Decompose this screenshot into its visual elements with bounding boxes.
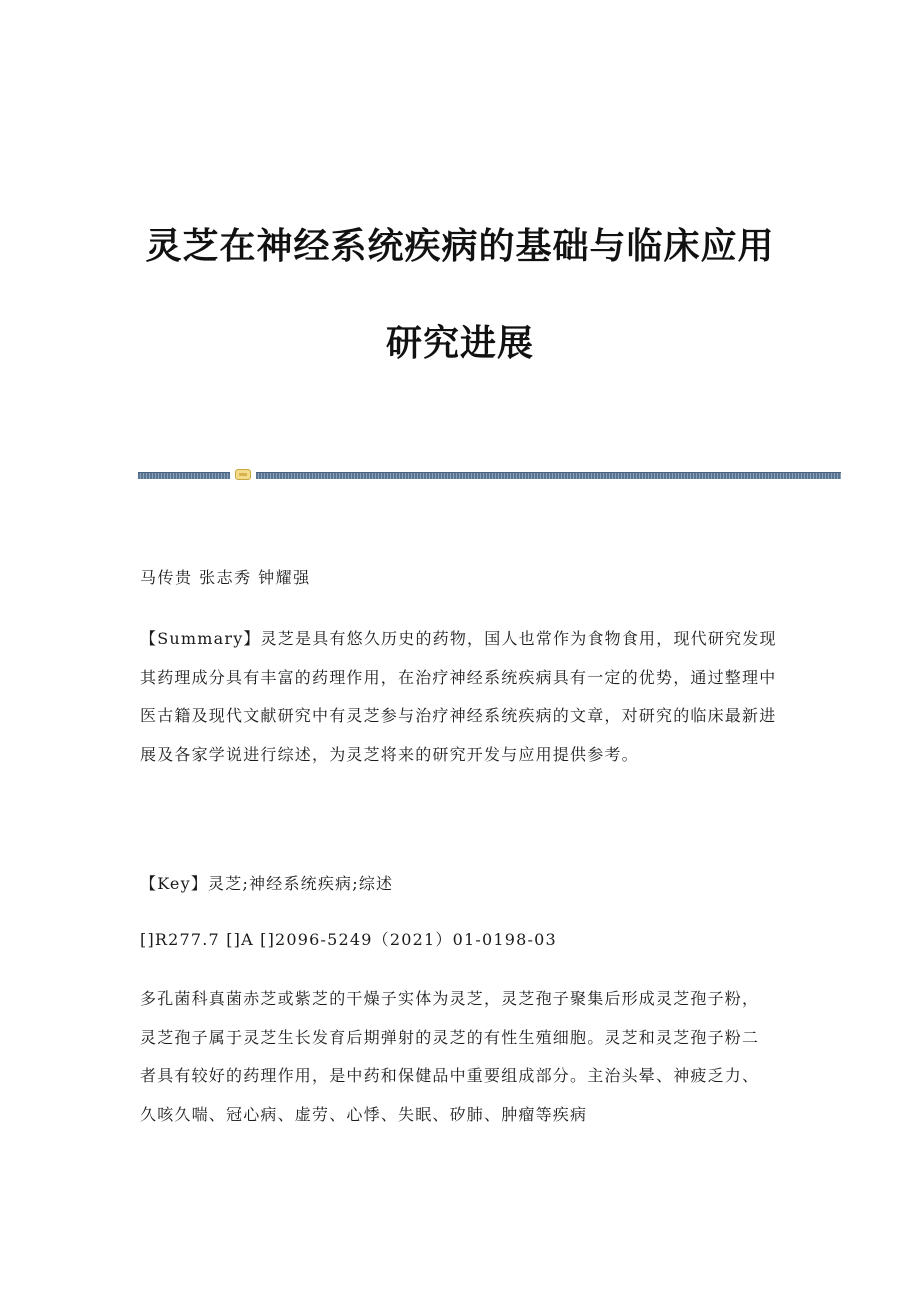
summary-label: 【Summary】 [140,629,261,648]
keywords-paragraph [140,868,780,900]
summary-text: 灵芝是具有悠久历史的药物，国人也常作为食物食用，现代研究发现其药理成分具有丰富的药理作用，在治疗神经系统疾病具有一定的优势，通过整理中医古籍及现代文献研究中有灵芝参与治疗神经系统疾病的文章，对研究的临床最新进展及各家学说进行综述，为灵芝将来的研究开发与应用提供参考。 [140,629,777,764]
authors: 马传贵 张志秀 钟耀强 [140,568,311,587]
ornament-icon [235,469,251,480]
title-divider [138,468,841,480]
divider-bar-right [256,472,841,479]
divider-bar-left [138,472,230,479]
summary-paragraph [140,620,780,774]
page-title-line-2: 研究进展 [385,323,534,364]
page-title-line-1: 灵芝在神经系统疾病的基础与临床应用 [145,226,775,267]
keywords-label: 【Key】 [140,874,209,893]
classification-code: []R277.7 []A []2096-5249（2021）01-0198-03 [140,930,557,949]
keywords-text: 灵芝;神经系统疾病;综述 [208,874,394,893]
body-paragraph: 多孔菌科真菌赤芝或紫芝的干燥子实体为灵芝，灵芝孢子聚集后形成灵芝孢子粉，灵芝孢子属于灵芝生长发育后期弹射的灵芝的有性生殖细胞。灵芝和灵芝孢子粉二者具有较好的药理作用，是中药和保健品中重要组成部分。主治头晕、神疲乏力、久咳久喘、冠心病、虚劳、心悸、失眠、矽肺、肿瘤等疾病 [140,989,760,1124]
